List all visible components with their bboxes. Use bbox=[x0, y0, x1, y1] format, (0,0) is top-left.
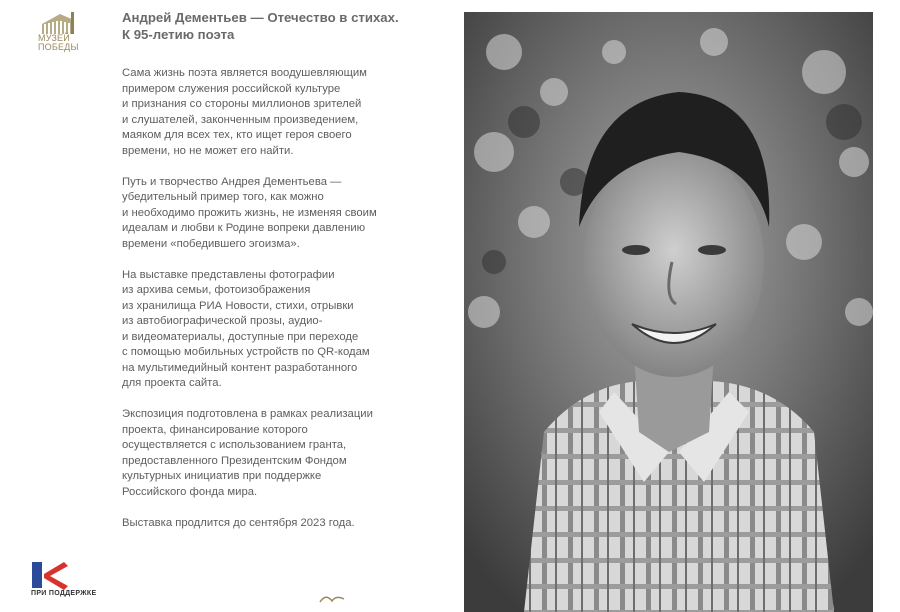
text-line: с помощью мобильных устройств по QR-кодам bbox=[122, 346, 370, 358]
paragraph-2 bbox=[122, 175, 422, 253]
text-line: предоставленного Президентским Фондом bbox=[122, 454, 347, 467]
text-line: на мультимедийный контент разработанного bbox=[122, 361, 358, 374]
paragraph-5 bbox=[122, 516, 422, 532]
portrait-illustration bbox=[464, 12, 873, 612]
text-line: культурных инициатив при поддержке bbox=[122, 470, 322, 482]
title-line-1: Андрей Дементьев — Отечество в стихах. bbox=[122, 10, 399, 25]
paragraph-3 bbox=[122, 268, 422, 392]
signature-icon bbox=[318, 593, 348, 603]
text-line: из автобиографической прозы, аудио- bbox=[122, 315, 323, 327]
text-line: из архива семьи, фотоизображения bbox=[122, 284, 311, 296]
museum-logo-text bbox=[38, 34, 82, 52]
article-body bbox=[122, 66, 422, 547]
text-line: времени «победившего эгоизма». bbox=[122, 237, 300, 250]
paragraph-1 bbox=[122, 66, 422, 159]
text-line: Экспозиция подготовлена в рамках реализации bbox=[122, 408, 373, 420]
text-line: проекта, финансирование которого bbox=[122, 423, 308, 436]
museum-logo-line1: МУЗЕЙ bbox=[38, 33, 70, 43]
text-line: и видеоматериалы, доступные при переходе bbox=[122, 330, 359, 343]
text-line: и признания со стороны миллионов зрителей bbox=[122, 98, 362, 110]
text-line: убедительный пример того, как можно bbox=[122, 191, 324, 203]
sponsor-caption: ПРИ ПОДДЕРЖКЕ bbox=[31, 590, 97, 597]
text-line: для проекта сайта. bbox=[122, 377, 222, 389]
text-line: На выставке представлены фотографии bbox=[122, 268, 335, 281]
text-line: Сама жизнь поэта является воодушевляющим bbox=[122, 67, 367, 79]
text-line: Российского фонда мира. bbox=[122, 485, 258, 498]
text-line: и слушателей, законченным произведением, bbox=[122, 113, 359, 126]
text-line: маяком для всех тех, кто ищет героя своего bbox=[122, 129, 352, 141]
text-line: осуществляется с использованием гранта, bbox=[122, 439, 347, 451]
poet-portrait-photo bbox=[464, 12, 873, 612]
signature-mark bbox=[318, 590, 348, 600]
text-line: времени, но не может его найти. bbox=[122, 144, 294, 157]
museum-logo-line2: ПОБЕДЫ bbox=[38, 42, 79, 52]
text-line: примером служения российской культуре bbox=[122, 82, 341, 95]
text-line: идеалам и любви к Родине вопреки давлению bbox=[122, 222, 366, 234]
presidential-grant-icon bbox=[30, 560, 70, 590]
page-title bbox=[122, 10, 452, 43]
title-line-2: К 95-летию поэта bbox=[122, 26, 235, 42]
paragraph-4 bbox=[122, 407, 422, 500]
text-line: из хранилища РИА Новости, стихи, отрывки bbox=[122, 299, 354, 312]
text-line: и необходимо прожить жизнь, не изменяя своим bbox=[122, 206, 377, 219]
text-line: Выставка продлится до сентября 2023 года. bbox=[122, 516, 355, 529]
text-line: Путь и творчество Андрея Дементьева — bbox=[122, 175, 342, 188]
